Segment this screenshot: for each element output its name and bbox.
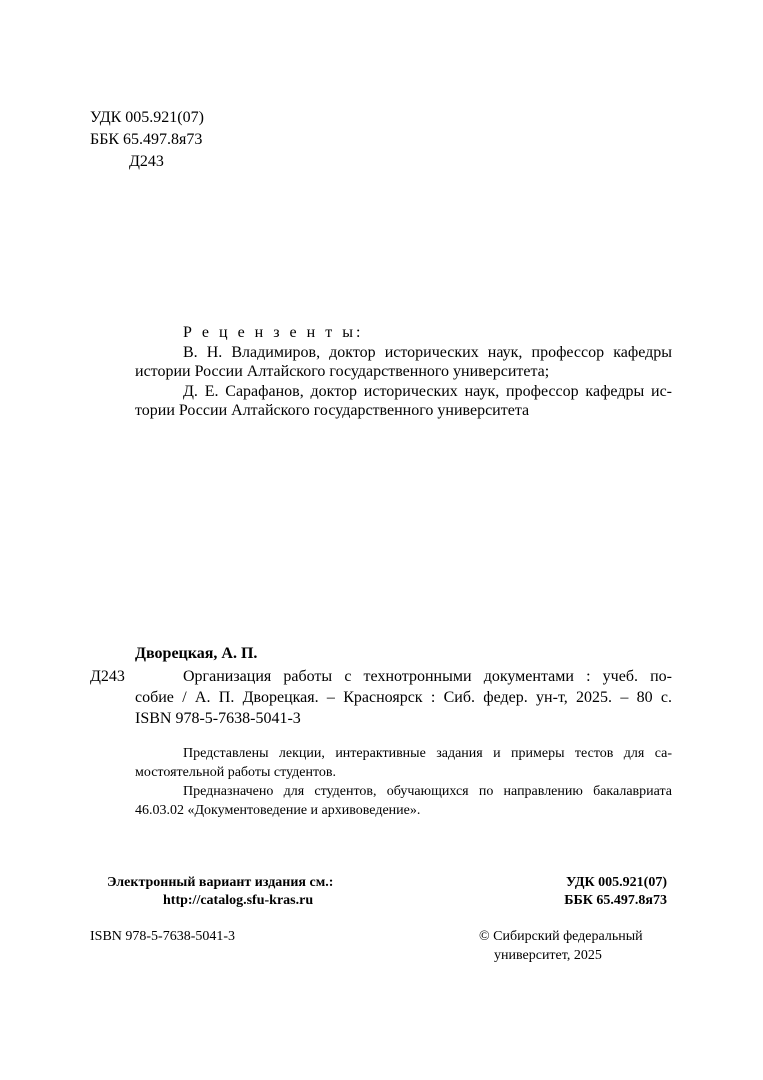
footer-udk: УДК 005.921(07) [566,875,667,890]
electronic-version-url[interactable]: http://catalog.sfu-kras.ru [163,893,314,908]
book-title-line: собие / А. П. Дворецкая. – Красноярск : Сиб. федер. ун-т, 2025. – 80 с. [135,689,672,706]
annotation-line: Представлены лекции, интерактивные задания и примеры тестов для са- [183,746,672,761]
annotation-line: Предназначено для студентов, обучающихся по направлению бакалавриата [183,784,672,799]
udk-code: УДК 005.921(07) [90,109,204,126]
annotation-line: мостоятельной работы студентов. [135,765,337,780]
reviewer-line: В. Н. Владимиров, доктор исторических наук, профессор кафедры [183,344,672,361]
bbk-code: ББК 65.497.8я73 [90,131,203,148]
book-isbn: ISBN 978-5-7638-5041-3 [135,710,301,727]
footer-isbn: ISBN 978-5-7638-5041-3 [90,929,236,944]
reviewer-line: истории России Алтайского государственного университета; [135,363,550,380]
footer-bbk: ББК 65.497.8я73 [564,893,667,908]
copyright-line: университет, 2025 [494,948,602,963]
electronic-version-label: Электронный вариант издания см.: [107,875,334,890]
reviewer-line: Д. Е. Сарафанов, доктор исторических наук, профессор кафедры ис- [183,383,672,400]
reviewers-heading: Р е ц е н з е н т ы: [183,324,364,341]
reviewer-line: тории России Алтайского государственного университета [135,402,530,419]
book-author: Дворецкая, А. П. [135,645,258,662]
author-mark: Д243 [129,153,164,170]
copyright-line: © Сибирский федеральный [479,929,643,944]
book-title-line: Организация работы с технотронными документами : учеб. по- [183,668,672,685]
annotation-line: 46.03.02 «Документоведение и архивоведение». [135,803,421,818]
bibliographic-mark: Д243 [90,668,125,685]
